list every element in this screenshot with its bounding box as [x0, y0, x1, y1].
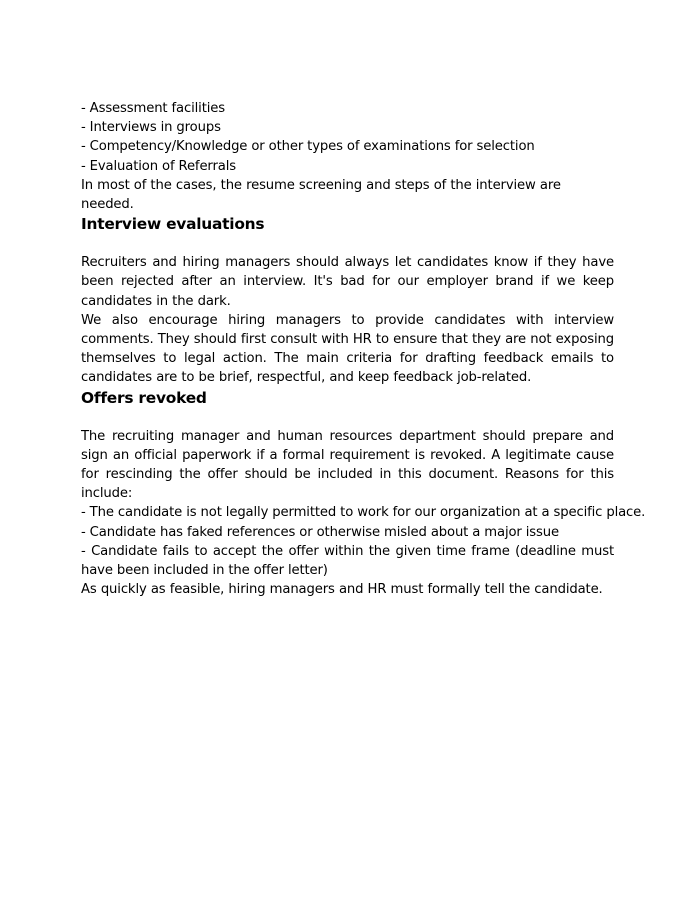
interview-evaluations-heading: Interview evaluations [81, 215, 265, 234]
rejection-notification-paragraph: Recruiters and hiring managers should always let candidates know if they have been rejected after an interview. It's bad for our employer brand if we keep candidates in the dark. [81, 255, 614, 309]
list-item: - Candidate fails to accept the offer within the given time frame (deadline must have been included in the offer letter) [81, 543, 614, 579]
list-item: - The candidate is not legally permitted to work for our organization at a specific place. [81, 505, 646, 521]
official-paperwork-paragraph: The recruiting manager and human resources department should prepare and sign an official paperwork if a formal requirement is revoked. A legitimate cause for rescinding the offer should be included in this document. Reasons for this include: [81, 428, 614, 502]
list-item: - Candidate has faked references or otherwise misled about a major issue [81, 524, 559, 540]
selection-methods-list [81, 99, 614, 176]
notify-candidate-paragraph: As quickly as feasible, hiring managers and HR must formally tell the candidate. [81, 582, 603, 598]
resume-screening-paragraph: In most of the cases, the resume screening and steps of the interview are needed. [81, 177, 561, 213]
revocation-reasons-list [81, 503, 646, 580]
list-item: - Interviews in groups [81, 120, 221, 136]
list-item: - Evaluation of Referrals [81, 158, 236, 174]
list-item: - Competency/Knowledge or other types of examinations for selection [81, 139, 535, 155]
document-body [81, 99, 646, 599]
offers-revoked-heading: Offers revoked [81, 388, 207, 407]
list-item: - Assessment facilities [81, 101, 225, 116]
interview-comments-paragraph: We also encourage hiring managers to provide candidates with interview comments. They should first consult with HR to ensure that they are not exposing themselves to legal action. The main criteria for drafting feedback emails to candidates are to be brief, respectful, and keep feedback job-related. [81, 312, 614, 386]
